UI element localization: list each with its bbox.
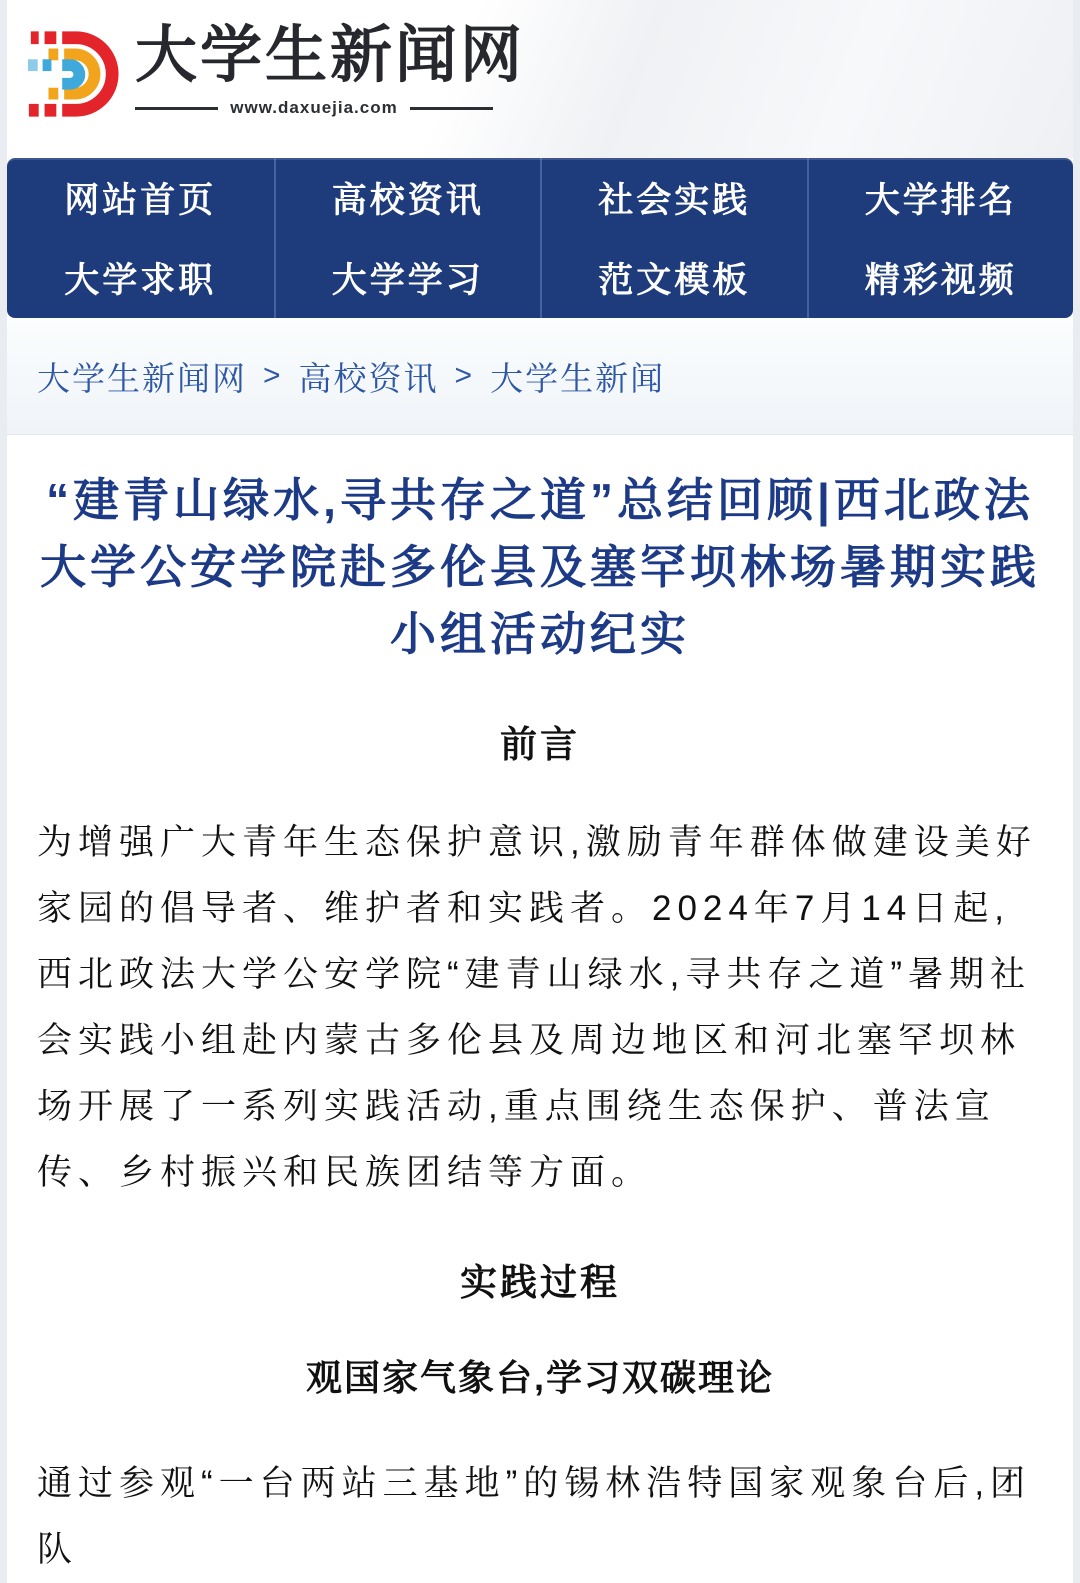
nav-item-university-ranking[interactable]: 大学排名 bbox=[807, 158, 1074, 238]
preface-paragraph: 为增强广大青年生态保护意识,激励青年群体做建设美好家园的倡导者、维护者和实践者。2024年7月14日起,西北政法大学公安学院“建青山绿水,寻共存之道”暑期社会实践小组赴内蒙古多伦县及周边地区和河北塞罕坝林场开展了一系列实践活动,重点围绕生态保护、普法宣传、乡村振兴和民族团结等方面。 bbox=[37, 823, 1037, 1192]
breadcrumb bbox=[7, 318, 1073, 435]
nav-item-home[interactable]: 网站首页 bbox=[64, 181, 217, 220]
url-rule-right bbox=[410, 107, 493, 110]
nav-item-job-hunting[interactable]: 大学求职 bbox=[64, 261, 217, 300]
site-url: www.daxuejia.com bbox=[230, 98, 398, 118]
url-rule-left bbox=[135, 107, 218, 110]
nav-item-university-study[interactable]: 大学学习 bbox=[274, 238, 541, 318]
breadcrumb-student-news[interactable]: 大学生新闻 bbox=[490, 359, 666, 397]
breadcrumb-separator-icon: > bbox=[454, 359, 475, 392]
site-logo-d-icon bbox=[23, 24, 121, 124]
breadcrumb-site-root[interactable]: 大学生新闻网 bbox=[37, 359, 247, 397]
logo-text-block bbox=[135, 22, 525, 118]
nav-item-college-news[interactable]: 高校资讯 bbox=[274, 158, 541, 238]
site-name: 大学生新闻网 bbox=[135, 21, 526, 90]
article bbox=[7, 467, 1073, 1583]
site-header bbox=[7, 0, 1073, 158]
site-url-row bbox=[135, 98, 493, 118]
main-nav bbox=[7, 158, 1073, 318]
section-heading-process: 实践过程 bbox=[460, 1262, 620, 1303]
subsection-heading-observatory: 观国家气象台,学习双碳理论 bbox=[305, 1357, 774, 1398]
nav-item-social-practice[interactable]: 社会实践 bbox=[540, 158, 807, 238]
observatory-paragraph-partial: 通过参观“一台两站三基地”的锡林浩特国家观象台后,团队 bbox=[37, 1464, 1032, 1569]
nav-item-videos[interactable]: 精彩视频 bbox=[807, 238, 1074, 318]
section-heading-preface: 前言 bbox=[500, 724, 580, 765]
breadcrumb-separator-icon: > bbox=[263, 359, 283, 392]
breadcrumb-college-news[interactable]: 高校资讯 bbox=[298, 359, 439, 397]
nav-item-essay-templates[interactable]: 范文模板 bbox=[540, 238, 807, 318]
site-logo[interactable] bbox=[23, 22, 525, 124]
article-title: “建青山绿水,寻共存之道”总结回顾|西北政法大学公安学院赴多伦县及塞罕坝林场暑期实践小组活动纪实 bbox=[40, 474, 1040, 660]
page bbox=[7, 0, 1073, 1569]
